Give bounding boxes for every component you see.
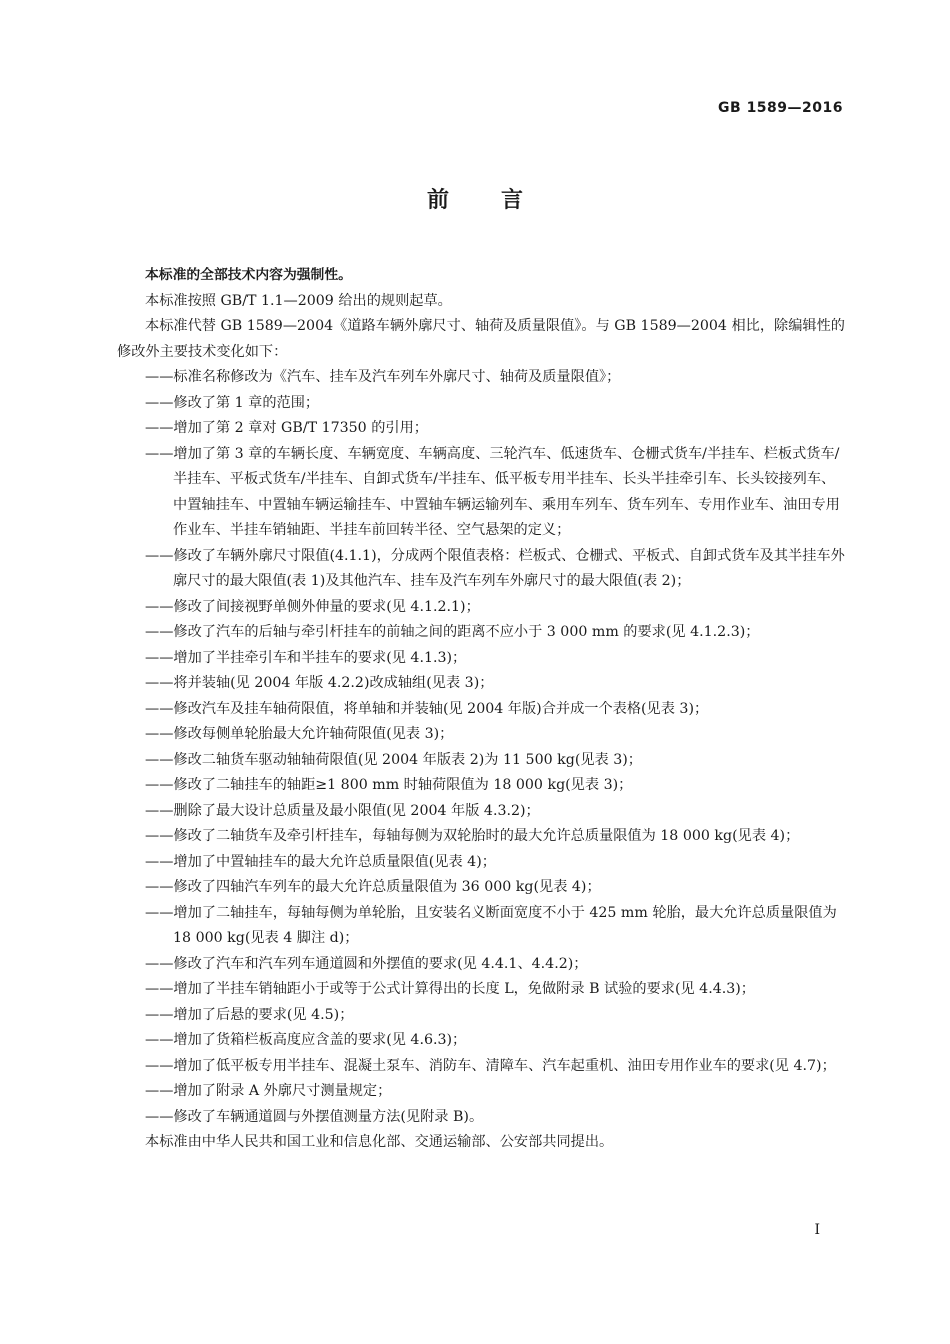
- list-item: ——修改了汽车和汽车列车通道圆和外摆值的要求(见 4.4.1、4.4.2)；: [145, 955, 588, 972]
- list-item: ——增加了货箱栏板高度应含盖的要求(见 4.6.3)；: [145, 1032, 467, 1048]
- document-body: [117, 263, 845, 1156]
- list-item: ——修改每侧单轮胎最大允许轴荷限值(见表 3)；: [145, 726, 454, 742]
- list-item: ——增加了半挂车销轴距小于或等于公式计算得出的长度 L，免做附录 B 试验的要求(见 4.4.3)；: [145, 981, 755, 997]
- list-item: ——增加了附录 A 外廓尺寸测量规定；: [145, 1083, 392, 1099]
- list-item: ——增加了中置轴挂车的最大允许总质量限值(见表 4)；: [145, 853, 496, 870]
- list-item: ——修改了车辆外廓尺寸限值(4.1.1)，分成两个限值表格：栏板式、仓栅式、平板式、自卸式货车及其半挂车外廓尺寸的最大限值(表 1)及其他汽车、挂车及汽车列车外廓尺寸的最大限值(表 2)；: [145, 547, 845, 589]
- list-item: ——修改二轴货车驱动轴轴荷限值(见 2004 年版表 2)为 11 500 kg(见表 3)；: [145, 751, 642, 768]
- list-item: ——修改了二轴货车及牵引杆挂车，每轴每侧为双轮胎时的最大允许总质量限值为 18 000 kg(见表 4)；: [145, 828, 800, 844]
- page-number: I: [814, 1222, 820, 1238]
- list-item: ——修改了汽车的后轴与牵引杆挂车的前轴之间的距离不应小于 3 000 mm 的要求(见 4.1.2.3)；: [145, 624, 760, 640]
- changes-list: [145, 365, 845, 1130]
- list-item: ——修改了车辆通道圆与外摆值测量方法(见附录 B)。: [145, 1108, 484, 1125]
- list-item: ——修改了间接视野单侧外伸量的要求(见 4.1.2.1)；: [145, 598, 480, 615]
- list-item: ——增加了半挂牵引车和半挂车的要求(见 4.1.3)；: [145, 649, 467, 666]
- standard-number: GB 1589—2016: [718, 100, 843, 116]
- list-item: ——修改了第 1 章的范围；: [145, 394, 320, 411]
- list-item: ——修改了四轴汽车列车的最大允许总质量限值为 36 000 kg(见表 4)；: [145, 879, 601, 895]
- list-item: ——将并装轴(见 2004 年版 4.2.2)改成轴组(见表 3)；: [145, 675, 494, 691]
- list-item: ——修改汽车及挂车轴荷限值，将单轴和并装轴(见 2004 年版)合并成一个表格(见表 3)；: [145, 700, 709, 717]
- page-title: 前言: [426, 188, 575, 213]
- list-item: ——增加了第 3 章的车辆长度、车辆宽度、车辆高度、三轮汽车、低速货车、仓栅式货车/半挂车、栏板式货车/半挂车、平板式货车/半挂车、自卸式货车/半挂车、低平板专用半挂车、长头半挂牵引车、长头铰接列车、中置轴挂车、中置轴车辆运输挂车、中置轴车辆运输列车、乘用车列车、货车列车、专用作业车、油田专用作业车、半挂车销轴距、半挂车前回转半径、空气悬架的定义；: [145, 445, 840, 538]
- list-item: ——增加了二轴挂车，每轴每侧为单轮胎，且安装名义断面宽度不小于 425 mm 轮胎，最大允许总质量限值为 18 000 kg(见表 4 脚注 d)；: [145, 904, 837, 946]
- list-item: ——标准名称修改为《汽车、挂车及汽车列车外廓尺寸、轴荷及质量限值》；: [145, 369, 621, 385]
- list-item: ——修改了二轴挂车的轴距≥1 800 mm 时轴荷限值为 18 000 kg(见表 3)；: [145, 777, 633, 793]
- replacement-paragraph: 本标准代替 GB 1589—2004《道路车辆外廓尺寸、轴荷及质量限值》。与 GB 1589—2004 相比，除编辑性的修改外主要技术变化如下：: [117, 318, 845, 360]
- list-item: ——增加了后悬的要求(见 4.5)；: [145, 1006, 354, 1023]
- list-item: ——增加了第 2 章对 GB/T 17350 的引用；: [145, 420, 428, 436]
- drafting-rule-paragraph: 本标准按照 GB/T 1.1—2009 给出的规则起草。: [145, 292, 452, 309]
- list-item: ——删除了最大设计总质量及最小限值(见 2004 年版 4.3.2)；: [145, 802, 540, 819]
- list-item: ——增加了低平板专用半挂车、混凝土泵车、消防车、清障车、汽车起重机、油田专用作业车的要求(见 4.7)；: [145, 1057, 836, 1074]
- mandatory-statement: 本标准的全部技术内容为强制性。: [145, 267, 352, 283]
- closing-paragraph: 本标准由中华人民共和国工业和信息化部、交通运输部、公安部共同提出。: [145, 1134, 614, 1150]
